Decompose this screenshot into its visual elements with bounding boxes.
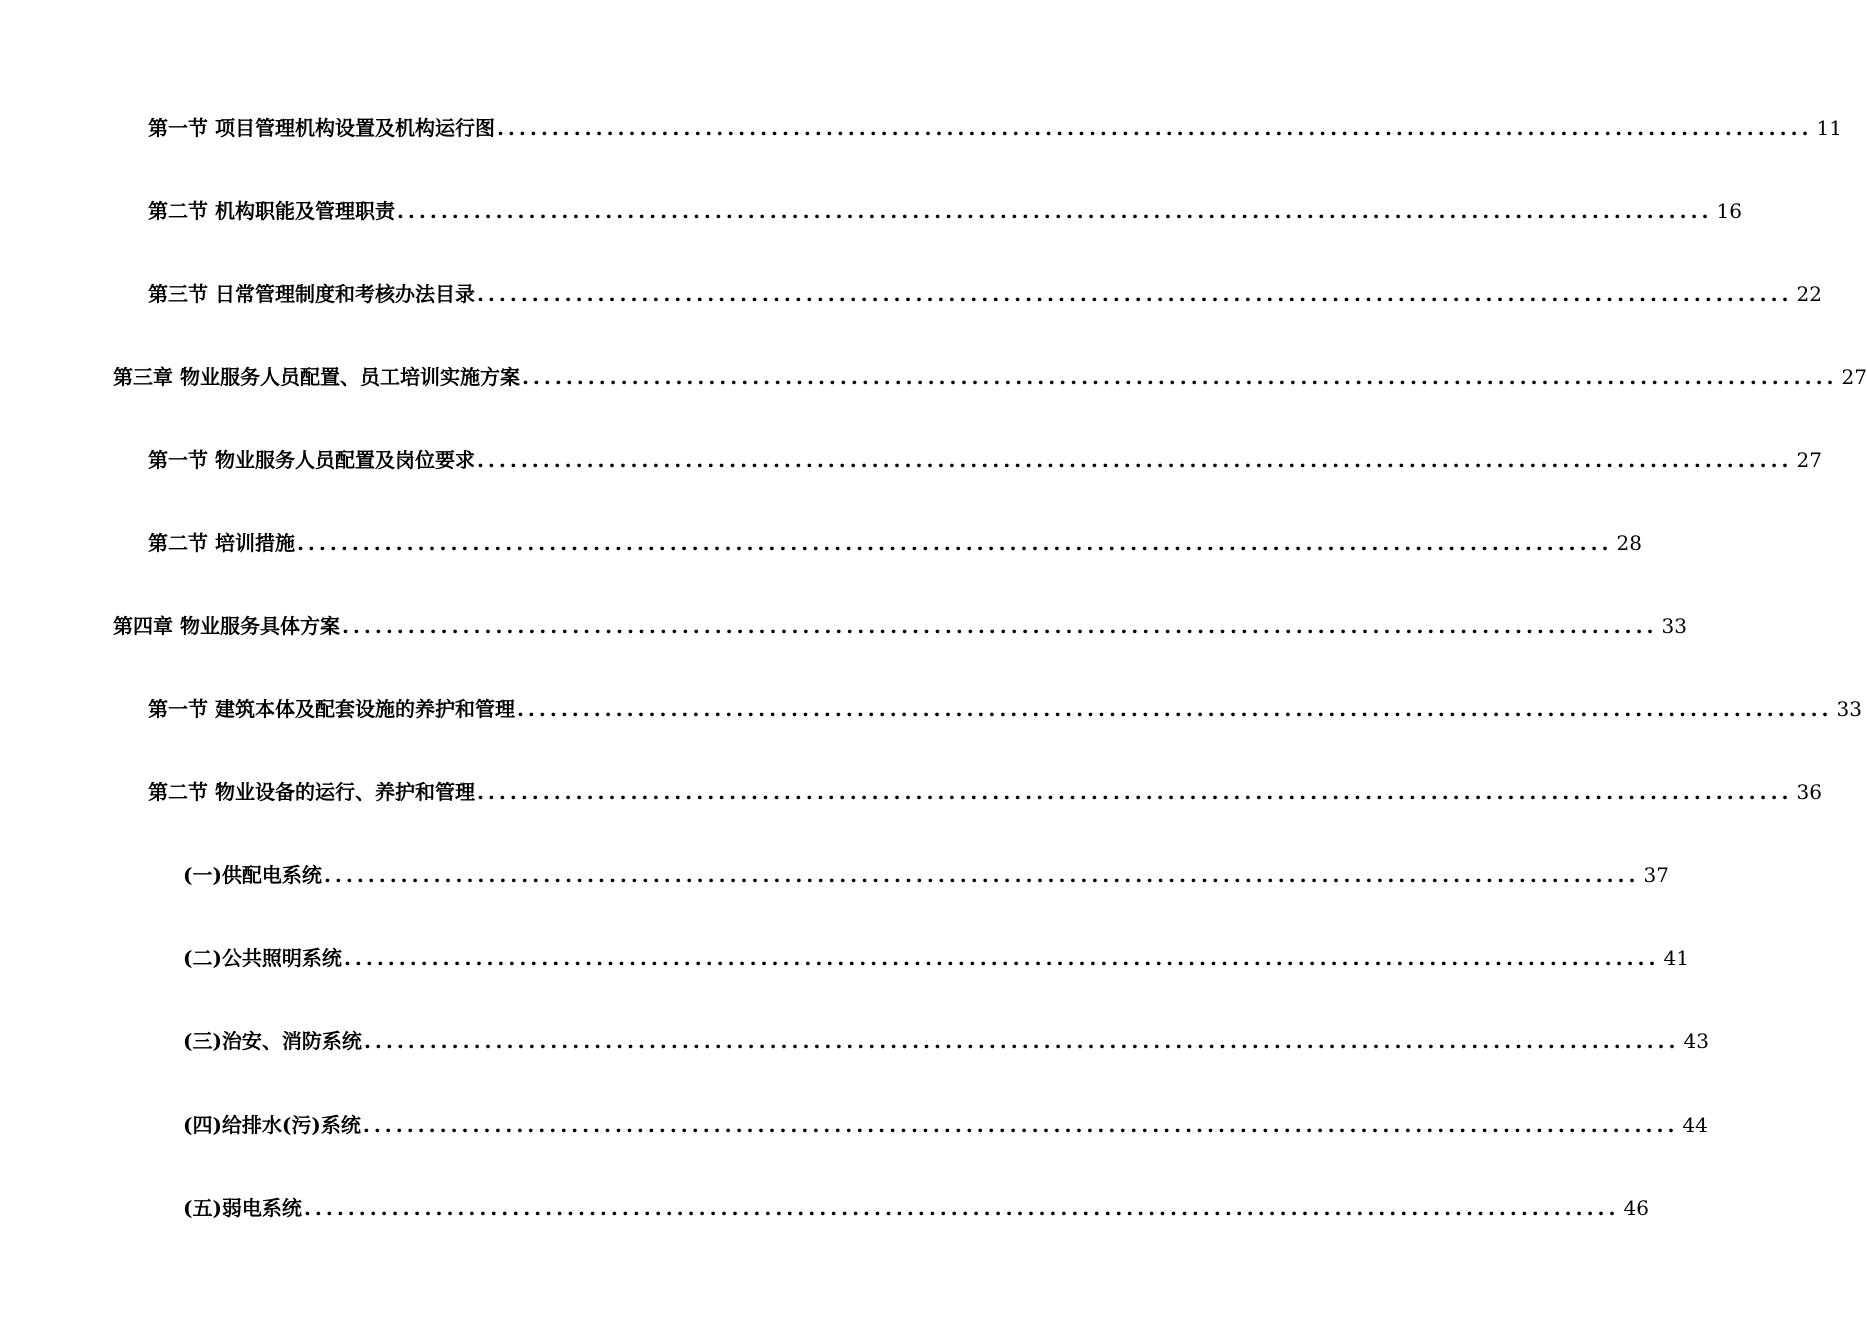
toc-entry-page: 43 — [1683, 1029, 1709, 1053]
toc-entry-page: 22 — [1796, 282, 1822, 306]
toc-entry-title: 第二节 物业设备的运行、养护和管理 — [148, 780, 475, 804]
dot-leader: ........................................................................................................................ — [362, 1113, 1679, 1137]
toc-entry-chapter[interactable] — [113, 357, 1867, 391]
dot-leader: ........................................................................................................................ — [341, 614, 1658, 638]
toc-entry-title: 第二节 机构职能及管理职责 — [148, 199, 395, 223]
toc-entry-page: 41 — [1663, 946, 1689, 970]
toc-entry[interactable] — [148, 191, 1742, 225]
toc-entry-title: 第一节 项目管理机构设置及机构运行图 — [148, 116, 495, 140]
toc-entry-page: 11 — [1816, 116, 1842, 140]
dot-leader: ........................................................................................................................ — [521, 365, 1838, 389]
dot-leader: ........................................................................................................................ — [476, 448, 1793, 472]
toc-entry-page: 27 — [1841, 365, 1867, 389]
toc-entry-item[interactable] — [183, 938, 1689, 972]
toc-entry-title: 第三章 物业服务人员配置、员工培训实施方案 — [113, 365, 520, 389]
toc-entry-page: 33 — [1661, 614, 1687, 638]
dot-leader: ........................................................................................................................ — [296, 531, 1613, 555]
toc-entry-title: (五)弱电系统 — [183, 1196, 302, 1220]
toc-entry[interactable] — [148, 274, 1822, 308]
dot-leader: ........................................................................................................................ — [323, 863, 1640, 887]
toc-entry-title: 第三节 日常管理制度和考核办法目录 — [148, 282, 475, 306]
toc-entry[interactable] — [148, 108, 1842, 142]
toc-entry-page: 16 — [1716, 199, 1742, 223]
toc-entry-item[interactable] — [183, 1188, 1649, 1222]
dot-leader: ........................................................................................................................ — [476, 780, 1793, 804]
toc-entry-chapter[interactable] — [113, 606, 1687, 640]
toc-entry-title: (三)治安、消防系统 — [183, 1029, 362, 1053]
toc-entry-page: 37 — [1643, 863, 1669, 887]
toc-entry-page: 44 — [1682, 1113, 1708, 1137]
toc-entry[interactable] — [148, 772, 1822, 806]
toc-entry-title: 第二节 培训措施 — [148, 531, 295, 555]
toc-entry[interactable] — [148, 523, 1642, 557]
toc-entry-title: 第一节 建筑本体及配套设施的养护和管理 — [148, 697, 515, 721]
dot-leader: ........................................................................................................................ — [476, 282, 1793, 306]
toc-entry-page: 36 — [1796, 780, 1822, 804]
toc-entry[interactable] — [148, 689, 1862, 723]
toc-entry-item[interactable] — [183, 1105, 1708, 1139]
dot-leader: ........................................................................................................................ — [363, 1029, 1680, 1053]
dot-leader: ........................................................................................................................ — [396, 199, 1713, 223]
dot-leader: ........................................................................................................................ — [343, 946, 1660, 970]
toc-entry-page: 28 — [1616, 531, 1642, 555]
toc-entry-page: 46 — [1623, 1196, 1649, 1220]
toc-entry-page: 33 — [1836, 697, 1862, 721]
toc-entry[interactable] — [148, 440, 1822, 474]
toc-entry-title: 第一节 物业服务人员配置及岗位要求 — [148, 448, 475, 472]
toc-entry-title: 第四章 物业服务具体方案 — [113, 614, 340, 638]
toc-entry-item[interactable] — [183, 1021, 1709, 1055]
toc-entry-page: 27 — [1796, 448, 1822, 472]
dot-leader: ........................................................................................................................ — [303, 1196, 1620, 1220]
toc-entry-item[interactable] — [183, 855, 1669, 889]
dot-leader: ........................................................................................................................ — [496, 116, 1813, 140]
toc-entry-title: (二)公共照明系统 — [183, 946, 342, 970]
toc-entry-title: (四)给排水(污)系统 — [183, 1113, 361, 1137]
dot-leader: ........................................................................................................................ — [516, 697, 1833, 721]
toc-entry-title: (一)供配电系统 — [183, 863, 322, 887]
